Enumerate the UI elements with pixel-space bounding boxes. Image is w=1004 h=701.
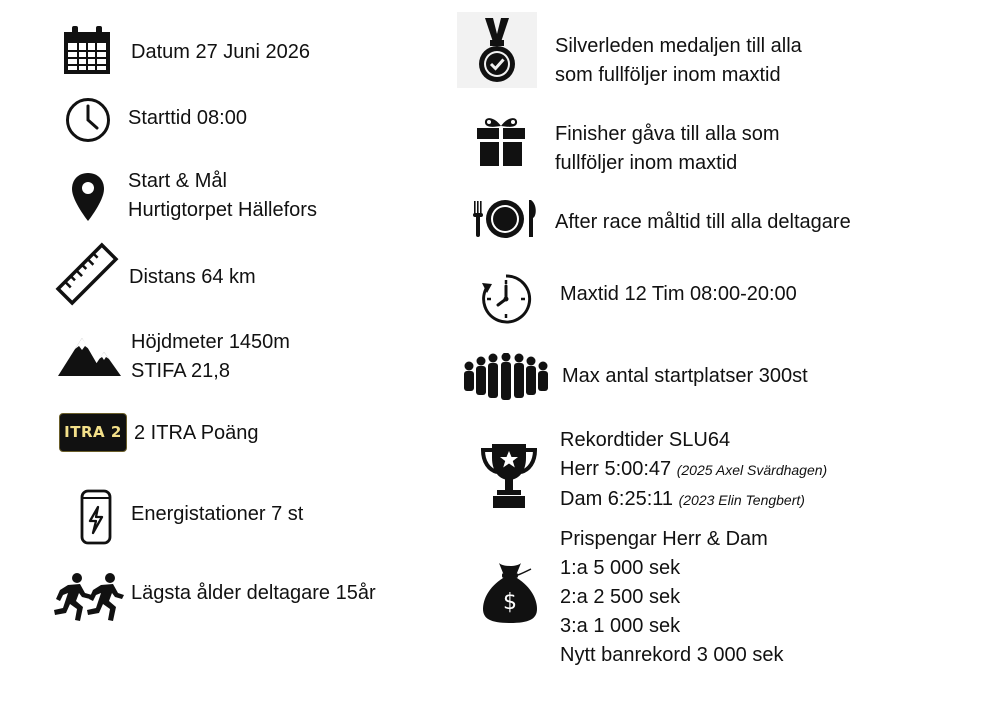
location-line-1: Start & Mål	[128, 170, 227, 192]
prize-course-record: Nytt banrekord 3 000 sek	[560, 644, 784, 666]
money-bag-icon	[481, 559, 539, 625]
energy-text: Energistationer 7 st	[131, 503, 304, 525]
plate-cutlery-icon	[471, 198, 543, 240]
energy-battery-icon	[80, 487, 112, 545]
record-men	[560, 455, 827, 485]
prize-third: 3:a 1 000 sek	[560, 615, 681, 637]
max-time-text: Maxtid 12 Tim 08:00-20:00	[560, 283, 797, 305]
gift-line-2: fullföljer inom maxtid	[555, 152, 738, 174]
medal-line-1: Silverleden medaljen till alla	[555, 35, 802, 57]
record-men-time: Herr 5:00:47	[560, 458, 672, 480]
min-age-text: Lägsta ålder deltagare 15år	[131, 582, 376, 604]
record-women-note: (2023 Elin Tengbert)	[678, 492, 805, 508]
crowd-icon	[462, 353, 550, 401]
medal-line-2: som fullföljer inom maxtid	[555, 64, 781, 86]
start-time-text: Starttid 08:00	[128, 107, 247, 129]
record-women-time: Dam 6:25:11	[560, 488, 674, 510]
elevation-line-1: Höjdmeter 1450m	[131, 331, 290, 353]
records-title: Rekordtider SLU64	[560, 429, 731, 451]
record-men-note: (2025 Axel Svärdhagen)	[676, 462, 828, 478]
location-line-2: Hurtigtorpet Hällefors	[128, 199, 317, 221]
ruler-icon	[54, 241, 120, 307]
itra-points-text: 2 ITRA Poäng	[134, 422, 259, 444]
clock-icon	[64, 96, 112, 144]
prize-first: 1:a 5 000 sek	[560, 557, 681, 579]
calendar-icon	[62, 26, 112, 76]
gift-icon	[476, 114, 526, 168]
trophy-icon	[479, 442, 539, 510]
svg-text:$: $	[503, 590, 517, 615]
prize-second: 2:a 2 500 sek	[560, 586, 681, 608]
mountain-icon	[58, 336, 122, 378]
gift-line-1: Finisher gåva till alla som	[555, 123, 780, 145]
meal-text: After race måltid till alla deltagare	[555, 211, 851, 233]
medal-icon	[457, 12, 537, 88]
location-pin-icon	[70, 172, 106, 222]
record-women	[560, 485, 827, 515]
distance-text: Distans 64 km	[129, 266, 256, 288]
runners-icon	[52, 571, 124, 623]
itra-badge-icon	[59, 413, 127, 452]
stopwatch-icon	[479, 272, 533, 326]
max-participants-text: Max antal startplatser 300st	[562, 365, 808, 387]
elevation-line-2: STIFA 21,8	[131, 360, 230, 382]
date-text: Datum 27 Juni 2026	[131, 41, 311, 63]
itra-badge-text: ITRA 2	[64, 423, 122, 441]
prize-title: Prispengar Herr & Dam	[560, 528, 768, 550]
